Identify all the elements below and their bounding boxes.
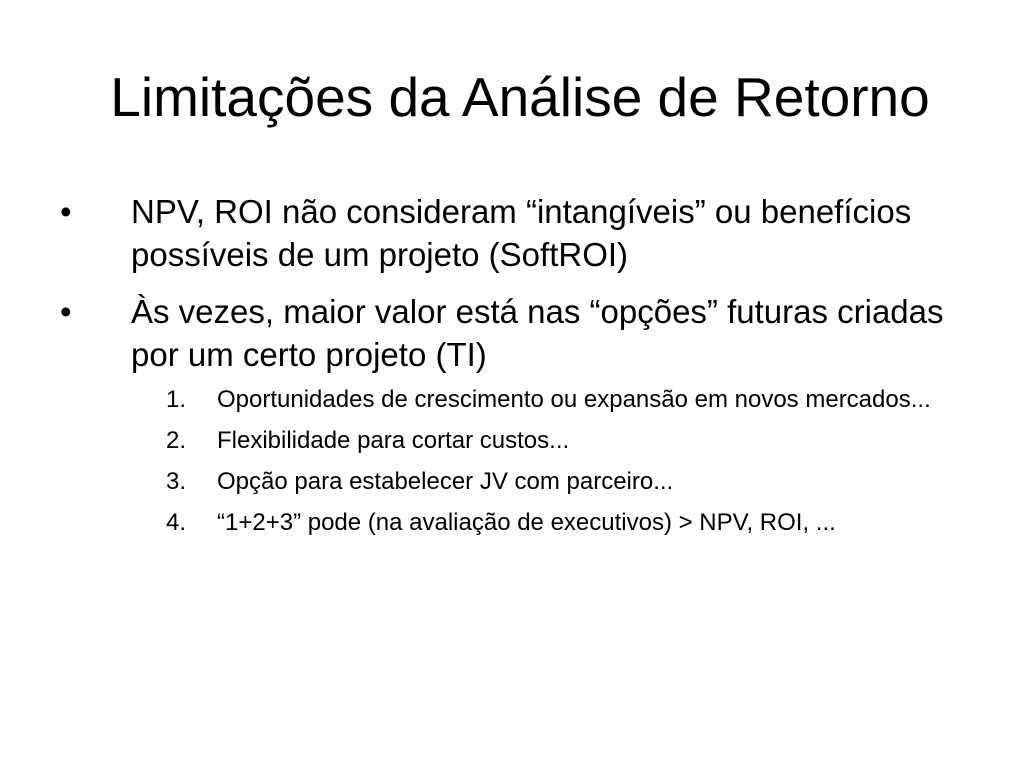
slide-title: Limitações da Análise de Retorno xyxy=(110,66,930,128)
bullet-marker: • xyxy=(60,193,72,230)
numbered-item xyxy=(0,425,1024,456)
bullet-item xyxy=(0,290,1024,376)
numbered-text: Oportunidades de crescimento ou expansão em novos mercados... xyxy=(217,386,931,413)
numbered-marker: 2. xyxy=(166,427,187,454)
bullet-text: NPV, ROI não consideram “intangíveis” ou benefícios possíveis de um projeto (SoftROI) xyxy=(131,193,912,273)
bullet-text: Às vezes, maior valor está nas “opções” futuras criadas por um certo projeto (TI) xyxy=(131,293,944,373)
bullet-list xyxy=(0,190,1024,548)
numbered-sub-list xyxy=(0,384,1024,538)
numbered-item xyxy=(0,384,1024,415)
sub-list-container xyxy=(0,384,1024,538)
bullet-item xyxy=(0,190,1024,276)
numbered-text: Opção para estabelecer JV com parceiro... xyxy=(217,468,674,495)
numbered-text: Flexibilidade para cortar custos... xyxy=(217,427,570,454)
numbered-item xyxy=(0,507,1024,538)
numbered-marker: 3. xyxy=(166,468,187,495)
numbered-text: “1+2+3” pode (na avaliação de executivos) > NPV, ROI, ... xyxy=(217,509,836,536)
numbered-marker: 4. xyxy=(166,509,187,536)
bullet-marker: • xyxy=(60,293,72,330)
numbered-marker: 1. xyxy=(166,386,187,413)
numbered-item xyxy=(0,466,1024,497)
